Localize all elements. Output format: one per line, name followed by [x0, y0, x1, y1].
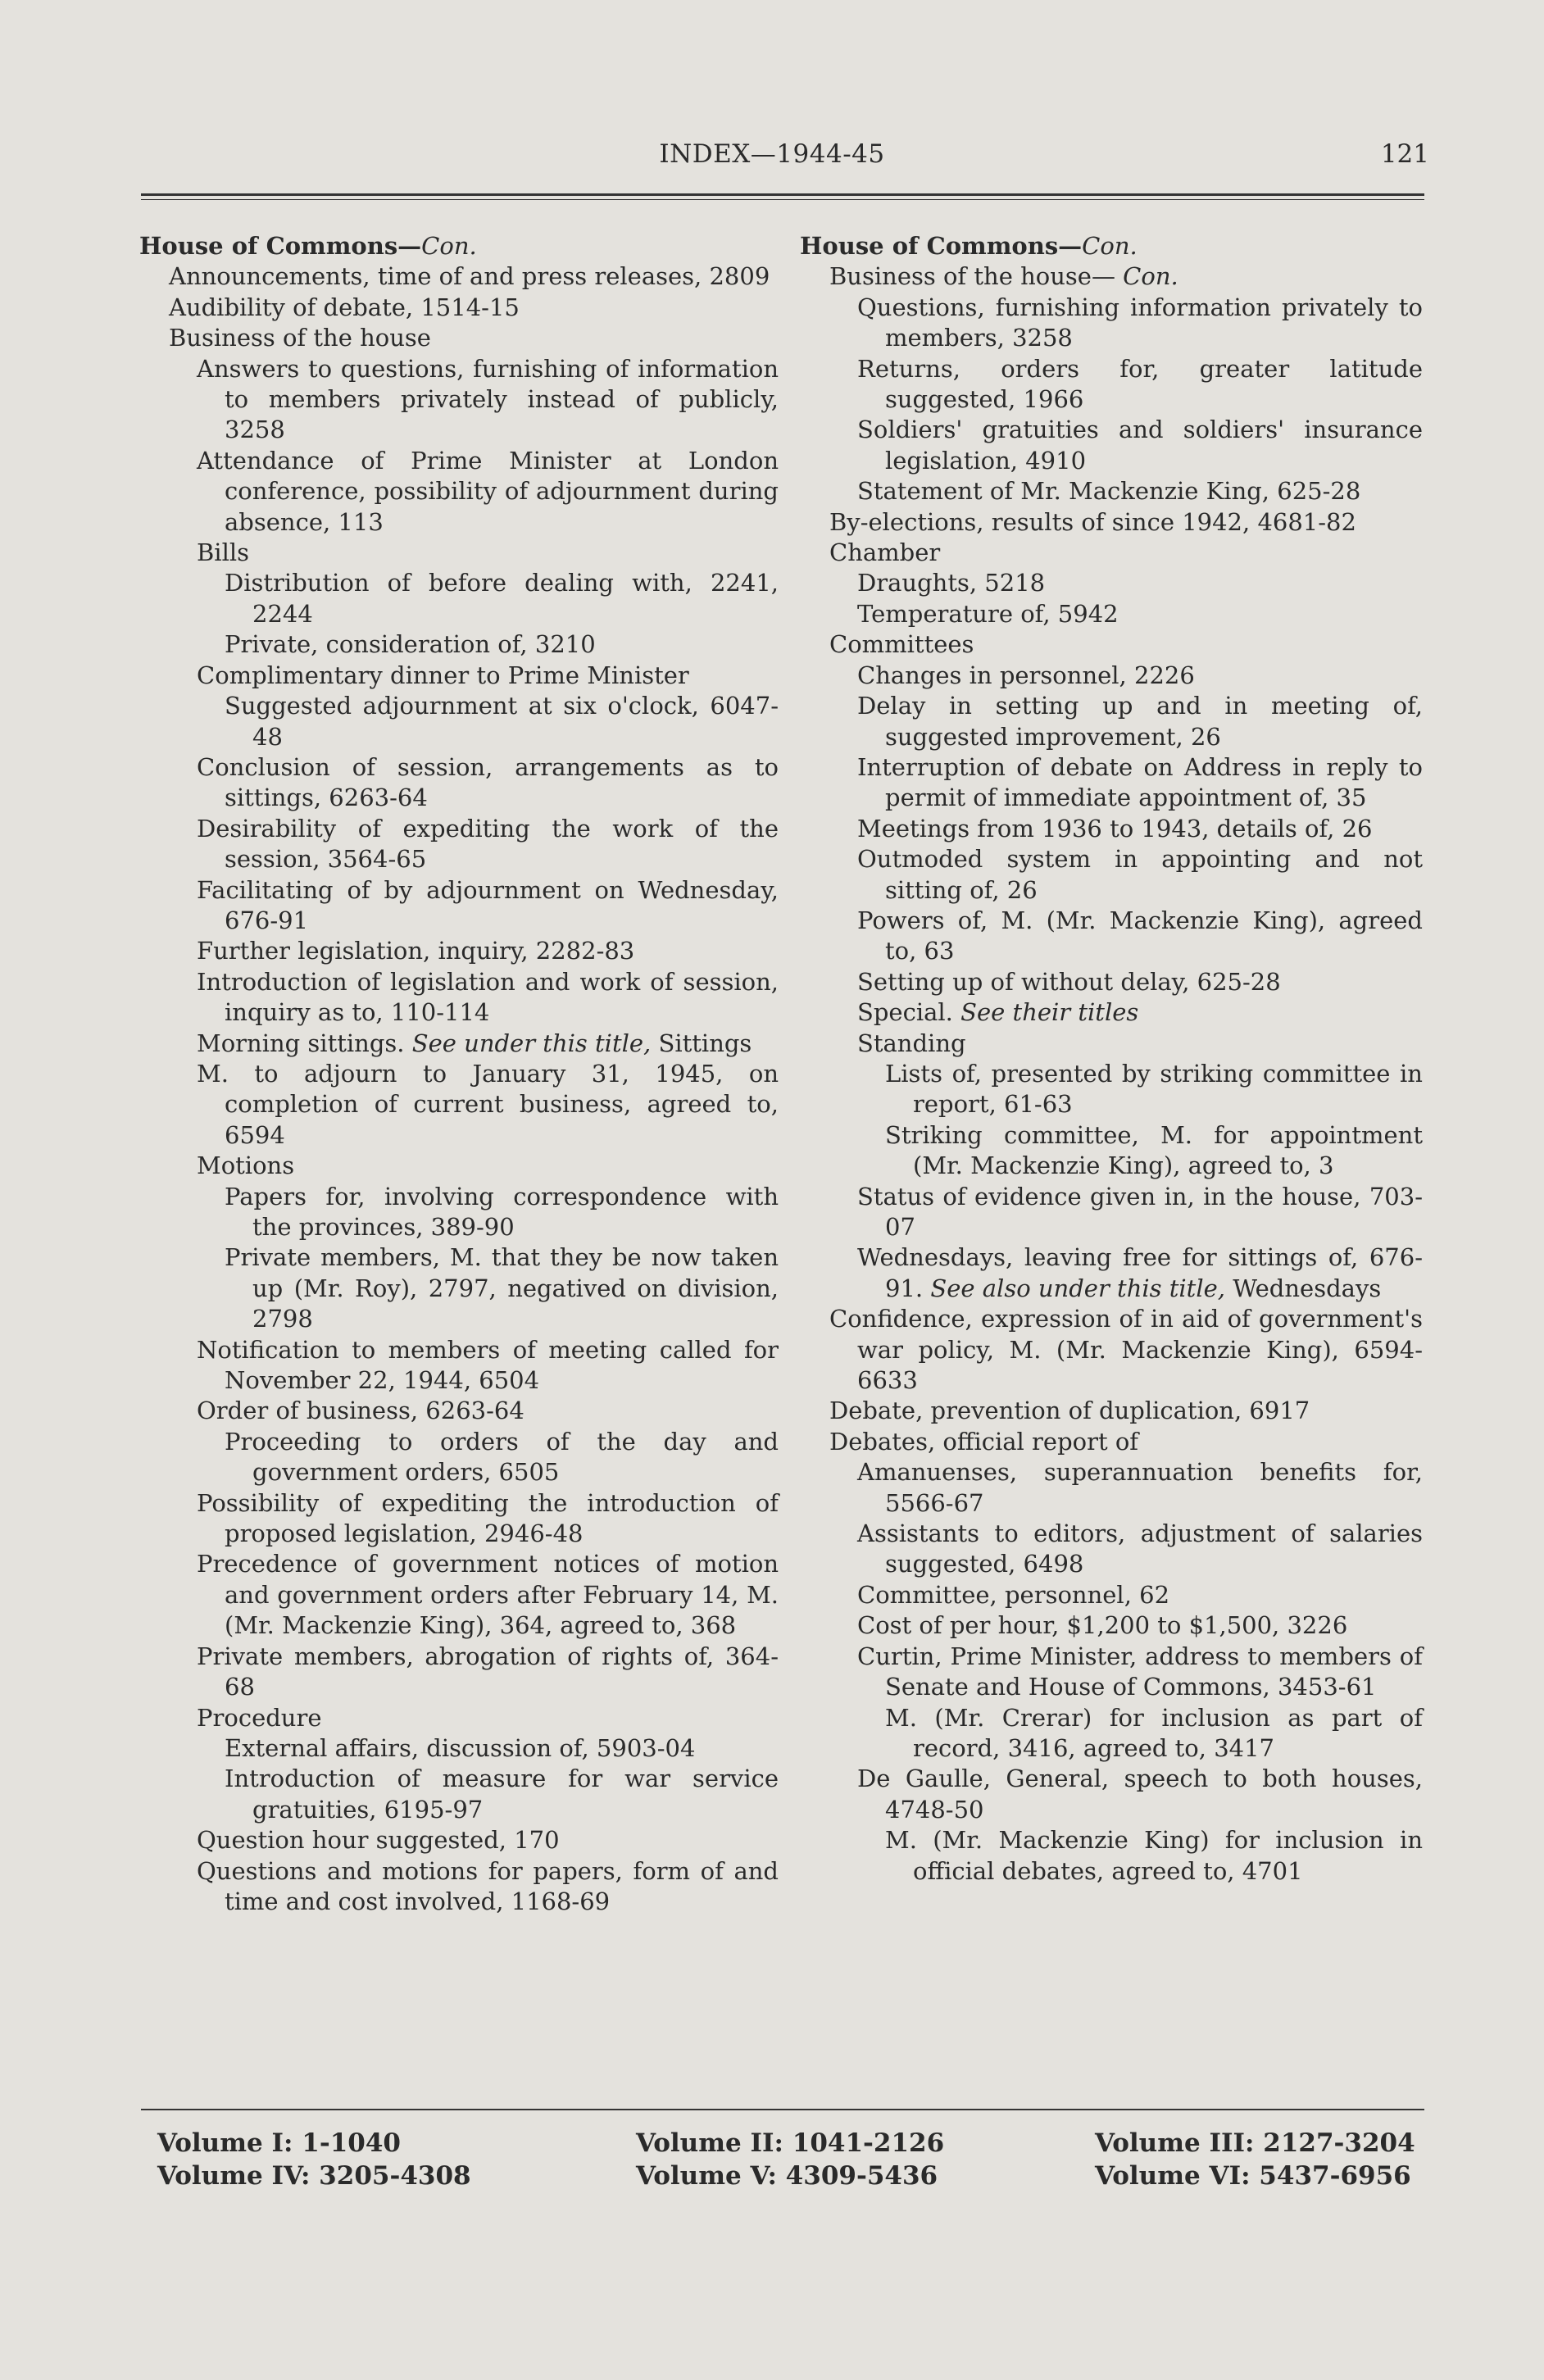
index-entry: [139, 1642, 779, 1703]
footer-volumes-right: [1095, 2127, 1415, 2192]
entry-text: Powers of, M. (Mr. Mackenzie King), agreed to, 63: [857, 906, 1423, 965]
index-entry: [800, 261, 1423, 292]
index-entry: [800, 293, 1423, 354]
index-entry: [139, 814, 779, 875]
entry-text: Questions, furnishing information privately to members, 3258: [857, 293, 1423, 352]
index-entry: [800, 538, 1423, 568]
volume-range: Volume VI: 5437-6956: [1095, 2161, 1411, 2191]
volume-range: Volume IV: 3205-4308: [157, 2161, 471, 2191]
index-entry: [139, 629, 779, 660]
footer-rule: [141, 2109, 1424, 2110]
cross-reference: See their titles: [960, 998, 1139, 1027]
entry-text: Setting up of without delay, 625-28: [857, 967, 1281, 996]
index-entry: [800, 814, 1423, 844]
index-entry: [139, 538, 779, 568]
cross-reference: See also under this title,: [930, 1274, 1225, 1302]
index-entry: [139, 1029, 779, 1059]
index-entry: [139, 1182, 779, 1243]
entry-text: Wednesdays, leaving free for sittings of, 676-91.: [857, 1243, 1423, 1302]
entry-text: Further legislation, inquiry, 2282-83: [197, 937, 635, 965]
cross-reference-target: Sittings: [651, 1029, 752, 1057]
entry-text: Draughts, 5218: [857, 569, 1046, 597]
entry-text: Attendance of Prime Minister at London conference, possibility of adjournment during absence, 113: [197, 446, 779, 536]
index-entry: [139, 1703, 779, 1733]
entry-text: Business of the house—: [829, 262, 1115, 291]
index-entry: [139, 568, 779, 629]
index-entry: [139, 261, 779, 292]
index-entry: [800, 691, 1423, 752]
entry-text: Lists of, presented by striking committee in report, 61-63: [885, 1059, 1423, 1119]
entry-text: Changes in personnel, 2226: [857, 661, 1195, 689]
entry-text: Announcements, time of and press releases, 2809: [169, 262, 770, 291]
index-entry: [139, 1396, 779, 1426]
index-entry: [139, 1335, 779, 1397]
header-rule: [141, 193, 1424, 196]
entry-text: Confidence, expression of in aid of government's war policy, M. (Mr. Mackenzie King), 6594-6633: [829, 1305, 1423, 1395]
entry-text: Committee, personnel, 62: [857, 1580, 1170, 1609]
index-entry: [800, 967, 1423, 997]
entry-text: Meetings from 1936 to 1943, details of, 26: [857, 814, 1373, 843]
footer-volumes-left: [157, 2127, 471, 2192]
entry-text: Questions and motions for papers, form of and time and cost involved, 1168-69: [197, 1856, 779, 1915]
entry-text: Striking committee, M. for appointment (Mr. Mackenzie King), agreed to, 3: [885, 1120, 1423, 1180]
entry-text: Order of business, 6263-64: [197, 1397, 525, 1425]
entry-text: Outmoded system in appointing and not sitting of, 26: [857, 845, 1423, 904]
index-entry: [139, 1059, 779, 1151]
index-entry: [800, 1182, 1423, 1243]
index-entry: [800, 906, 1423, 967]
entry-text: Cost of per hour, $1,200 to $1,500, 3226: [857, 1611, 1348, 1640]
heading-con: Con.: [1082, 232, 1138, 260]
index-entry: [800, 1029, 1423, 1059]
entry-text: Facilitating of by adjournment on Wednesday, 676-91: [197, 875, 779, 934]
index-entry: [139, 1151, 779, 1181]
entry-text: Papers for, involving correspondence with the provinces, 389-90: [225, 1182, 779, 1241]
entry-text: Chamber: [829, 538, 941, 567]
entry-text: Standing: [857, 1029, 966, 1057]
index-entry: [139, 323, 779, 353]
index-entry: [800, 1825, 1423, 1887]
index-entry: [139, 1242, 779, 1334]
entry-text: Conclusion of session, arrangements as to sittings, 6263-64: [197, 752, 779, 812]
entry-text: Private, consideration of, 3210: [225, 630, 596, 659]
index-entry: [800, 1242, 1423, 1304]
entry-text: Delay in setting up and in meeting of, suggested improvement, 26: [857, 692, 1423, 751]
entry-text: Assistants to editors, adjustment of salaries suggested, 6498: [857, 1519, 1423, 1578]
entry-text: Status of evidence given in, in the house, 703-07: [857, 1182, 1423, 1241]
entry-text: Morning sittings.: [197, 1029, 405, 1057]
entry-text: Special.: [857, 998, 953, 1027]
index-entry: [139, 936, 779, 966]
index-entry: [800, 1396, 1423, 1426]
index-entry: [800, 1642, 1423, 1703]
entry-text: Statement of Mr. Mackenzie King, 625-28: [857, 477, 1361, 506]
entry-text: Committees: [829, 630, 974, 659]
column-heading: [139, 231, 779, 261]
left-entry-list: [139, 261, 779, 1917]
entry-text: Question hour suggested, 170: [197, 1826, 560, 1855]
entry-text: External affairs, discussion of, 5903-04: [225, 1733, 696, 1762]
entry-text: Soldiers' gratuities and soldiers' insurance legislation, 4910: [857, 416, 1423, 475]
index-entry: [800, 476, 1423, 506]
entry-text: Suggested adjournment at six o'clock, 6047-48: [225, 692, 779, 751]
entry-text: Returns, orders for, greater latitude suggested, 1966: [857, 354, 1423, 414]
index-entry: [139, 293, 779, 323]
entry-text: Interruption of debate on Address in reply to permit of immediate appointment of, 35: [857, 752, 1423, 812]
index-entry: [800, 752, 1423, 814]
index-entry: [800, 1427, 1423, 1457]
cross-reference: See under this title,: [411, 1029, 652, 1057]
volume-range: Volume II: 1041-2126: [636, 2128, 945, 2158]
entry-text: Bills: [197, 538, 250, 567]
index-entry: [139, 446, 779, 538]
volume-range: Volume III: 2127-3204: [1095, 2128, 1415, 2158]
entry-text: Possibility of expediting the introduction of proposed legislation, 2946-48: [197, 1488, 779, 1548]
index-entry: [139, 691, 779, 752]
entry-text: Precedence of government notices of motion and government orders after February 14, M. (Mr. Mackenzie King), 364, agreed to, 368: [197, 1550, 779, 1640]
index-entry: [139, 1733, 779, 1764]
entry-text: De Gaulle, General, speech to both houses, 4748-50: [857, 1765, 1423, 1824]
index-entry: [800, 1059, 1423, 1120]
entry-text: Business of the house: [169, 324, 431, 352]
entry-text: Motions: [197, 1151, 295, 1180]
entry-text: M. to adjourn to January 31, 1945, on completion of current business, agreed to, 6594: [197, 1059, 779, 1149]
entry-text: Notification to members of meeting called for November 22, 1944, 6504: [197, 1335, 779, 1395]
entry-text: Answers to questions, furnishing of information to members privately instead of publicly, 3258: [197, 354, 779, 444]
cross-reference-target: Wednesdays: [1224, 1274, 1382, 1302]
index-entry: [800, 354, 1423, 416]
index-entry: [800, 661, 1423, 691]
entry-text: Private members, abrogation of rights of, 364-68: [197, 1642, 779, 1701]
entry-text: Complimentary dinner to Prime Minister: [197, 661, 689, 689]
index-entry: [800, 1457, 1423, 1519]
entry-text: Private members, M. that they be now taken up (Mr. Roy), 2797, negatived on division, 2798: [225, 1243, 779, 1333]
footer-volumes-middle: [636, 2127, 944, 2192]
index-entry: [139, 1427, 779, 1488]
index-entry: [139, 354, 779, 446]
index-entry: [139, 1856, 779, 1918]
index-entry: [800, 599, 1423, 629]
index-entry: [139, 875, 779, 937]
index-entry: [139, 1764, 779, 1825]
index-entry: [800, 1120, 1423, 1182]
index-entry: [139, 752, 779, 814]
index-entry: [139, 967, 779, 1029]
volume-range: Volume I: 1-1040: [157, 2128, 401, 2158]
index-entry: [800, 1519, 1423, 1580]
entry-text: M. (Mr. Crerar) for inclusion as part of record, 3416, agreed to, 3417: [885, 1703, 1423, 1762]
index-entry: [139, 661, 779, 691]
index-entry: [800, 1610, 1423, 1641]
index-entry: [139, 1549, 779, 1641]
entry-text: Proceeding to orders of the day and government orders, 6505: [225, 1427, 779, 1487]
entry-text: Introduction of measure for war service gratuities, 6195-97: [225, 1765, 779, 1824]
page-number: 121: [1380, 139, 1429, 169]
entry-text: Desirability of expediting the work of the session, 3564-65: [197, 814, 779, 874]
right-column: [800, 231, 1423, 1887]
index-entry: [800, 1580, 1423, 1610]
index-entry: [800, 844, 1423, 906]
heading-con: Con.: [421, 232, 477, 260]
left-column: [139, 231, 779, 1917]
entry-text: Distribution of before dealing with, 2241, 2244: [225, 569, 779, 628]
entry-text: Introduction of legislation and work of session, inquiry as to, 110-114: [197, 967, 779, 1027]
running-head: INDEX—1944-45: [659, 139, 885, 169]
entry-text: Amanuenses, superannuation benefits for, 5566-67: [857, 1458, 1423, 1517]
entry-text: M. (Mr. Mackenzie King) for inclusion in official debates, agreed to, 4701: [885, 1826, 1423, 1885]
column-heading: [800, 231, 1423, 261]
entry-text: Debates, official report of: [829, 1427, 1139, 1456]
index-entry: [800, 629, 1423, 660]
entry-text: Procedure: [197, 1703, 322, 1732]
entry-text: Audibility of debate, 1514-15: [169, 293, 520, 321]
index-entry: [800, 1703, 1423, 1765]
entry-text: Curtin, Prime Minister, address to members of Senate and House of Commons, 3453-61: [857, 1642, 1423, 1701]
heading-text: House of Commons—: [139, 232, 422, 260]
entry-text: Debate, prevention of duplication, 6917: [829, 1397, 1310, 1425]
cross-reference: Con.: [1123, 262, 1178, 291]
index-entry: [800, 997, 1423, 1028]
right-entry-list: [800, 261, 1423, 1887]
heading-text: House of Commons—: [800, 232, 1083, 260]
header-rule-thin: [141, 199, 1424, 200]
index-entry: [139, 1488, 779, 1550]
index-entry: [800, 1764, 1423, 1825]
index-entry: [800, 507, 1423, 538]
volume-range: Volume V: 4309-5436: [636, 2161, 938, 2191]
index-entry: [139, 1825, 779, 1855]
entry-text: By-elections, results of since 1942, 4681-82: [829, 507, 1356, 536]
entry-text: Temperature of, 5942: [857, 599, 1119, 628]
index-entry: [800, 1304, 1423, 1396]
index-entry: [800, 568, 1423, 598]
index-entry: [800, 415, 1423, 476]
